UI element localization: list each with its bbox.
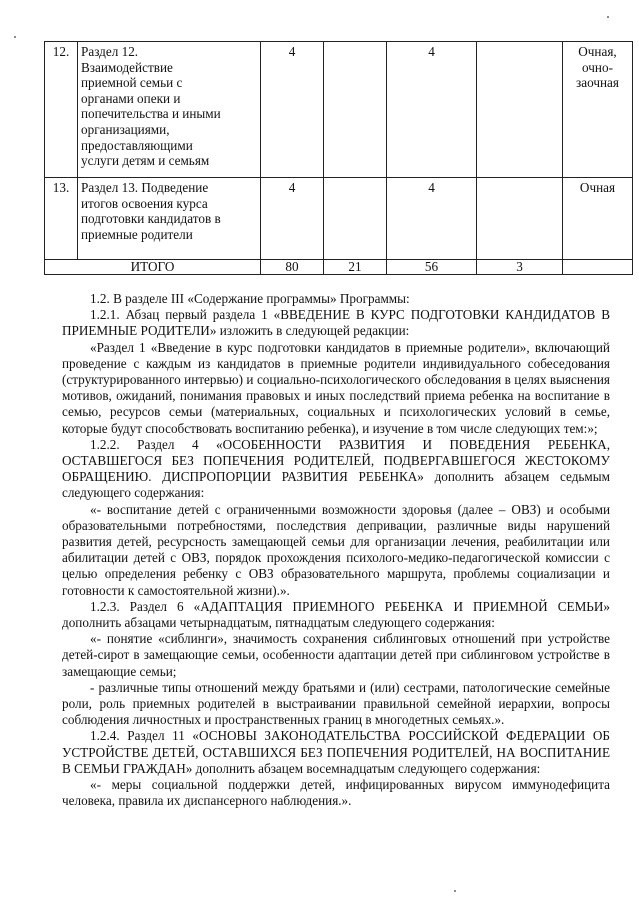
scan-speck [454, 890, 456, 892]
quote-section-6-a: «- понятие «сиблинги», значимость сохранения сиблинговых отношений при устройстве детей-сирот в замещающие семьи, особенности адаптации детей при сиблинговом устройстве в замещающие семьи; [62, 631, 610, 679]
document-body [62, 291, 610, 810]
quote-section-11: «- меры социальной поддержки детей, инфицированных вирусом иммунодефицита человека, правила их диспансерного наблюдения.». [62, 777, 610, 809]
table-row [45, 178, 633, 260]
hours-total: 4 [261, 178, 324, 260]
quote-section-6-b: - различные типы отношений между братьями и (или) сестрами, патологические семейные роли, роль приемных родителей в выстраивании правильной семейной иерархии, вопросы соблюдения личностных и пространственных границ в многодетных семьях.». [62, 679, 610, 728]
total-theory: 21 [324, 260, 387, 275]
section-name: Раздел 12. Взаимодействие приемной семьи с органами опеки и попечительства и иными организациями, предоставляющими услуги детям и семьям [78, 42, 261, 178]
row-number: 13. [45, 178, 78, 260]
table-row [45, 42, 633, 178]
row-number: 12. [45, 42, 78, 178]
study-form: Очная [563, 178, 633, 260]
section-name: Раздел 13. Подведение итогов освоения курса подготовки кандидатов в приемные родители [78, 178, 261, 260]
scan-speck [14, 36, 16, 38]
paragraph-1-2-1: 1.2.1. Абзац первый раздела 1 «ВВЕДЕНИЕ В КУРС ПОДГОТОВКИ КАНДИДАТОВ В ПРИЕМНЫЕ РОДИТЕЛИ» изложить в следующей редакции: [62, 307, 610, 339]
hours-theory [324, 42, 387, 178]
study-form: Очная, очно- заочная [563, 42, 633, 178]
hours-theory [324, 178, 387, 260]
total-label: ИТОГО [45, 260, 261, 275]
hours-practice: 4 [387, 42, 477, 178]
hours-total: 4 [261, 42, 324, 178]
total-form [563, 260, 633, 275]
hours-assessment [477, 178, 563, 260]
total-row [45, 260, 633, 275]
paragraph-1-2-3: 1.2.3. Раздел 6 «АДАПТАЦИЯ ПРИЕМНОГО РЕБЕНКА И ПРИЕМНОЙ СЕМЬИ» дополнить абзацами четырнадцатым, пятнадцатым следующего содержания: [62, 598, 610, 631]
total-hours: 80 [261, 260, 324, 275]
total-assessment: 3 [477, 260, 563, 275]
quote-section-4: «- воспитание детей с ограниченными возможности здоровья (далее – ОВЗ) и особыми образовательными потребностями, последствия депривации, различные виды нарушений развития детей, ресурсность замещающей семьи для организации лечения, реабилитации или абилитации детей с ОВЗ, порядок прохождения психолого-медико-педагогической комиссии с целью определения ребенку с ОВЗ образовательного маршрута, проблемы социализации и готовности к самостоятельной жизни).». [62, 501, 610, 598]
paragraph-1-2-4: 1.2.4. Раздел 11 «ОСНОВЫ ЗАКОНОДАТЕЛЬСТВА РОССИЙСКОЙ ФЕДЕРАЦИИ ОБ УСТРОЙСТВЕ ДЕТЕЙ, ОСТАВШИХСЯ БЕЗ ПОПЕЧЕНИЯ РОДИТЕЛЕЙ, НА ВОСПИТАНИЕ В СЕМЬИ ГРАЖДАН» дополнить абзацем восемнадцатым следующего содержания: [62, 728, 610, 776]
quote-section-1: «Раздел 1 «Введение в курс подготовки кандидатов в приемные родители», включающий проведение с каждым из кандидатов в приемные родители индивидуального собеседования (структурированного интервью) и социально-психологического обследования в целях выяснения мотивов, ожиданий, понимания правовых и иных последствий приема ребенка на воспитание в семью, ресурсов семьи (материальных, социальных и психологических условий в семье, которые будут способствовать воспитанию ребенка), и изучение в том числе следующих тем:»; [62, 339, 610, 436]
scan-speck [607, 16, 609, 18]
total-practice: 56 [387, 260, 477, 275]
paragraph-1-2-2: 1.2.2. Раздел 4 «ОСОБЕННОСТИ РАЗВИТИЯ И ПОВЕДЕНИЯ РЕБЕНКА, ОСТАВШЕГОСЯ БЕЗ ПОПЕЧЕНИЯ РОДИТЕЛЕЙ, ПОДВЕРГАВШЕГОСЯ ЖЕСТОКОМУ ОБРАЩЕНИЮ. ДИСПРОПОРЦИИ РАЗВИТИЯ РЕБЕНКА» дополнить абзацем седьмым следующего содержания: [62, 436, 610, 501]
hours-practice: 4 [387, 178, 477, 260]
paragraph-1-2: 1.2. В разделе III «Содержание программы» Программы: [90, 291, 410, 306]
hours-assessment [477, 42, 563, 178]
program-table [44, 41, 633, 275]
